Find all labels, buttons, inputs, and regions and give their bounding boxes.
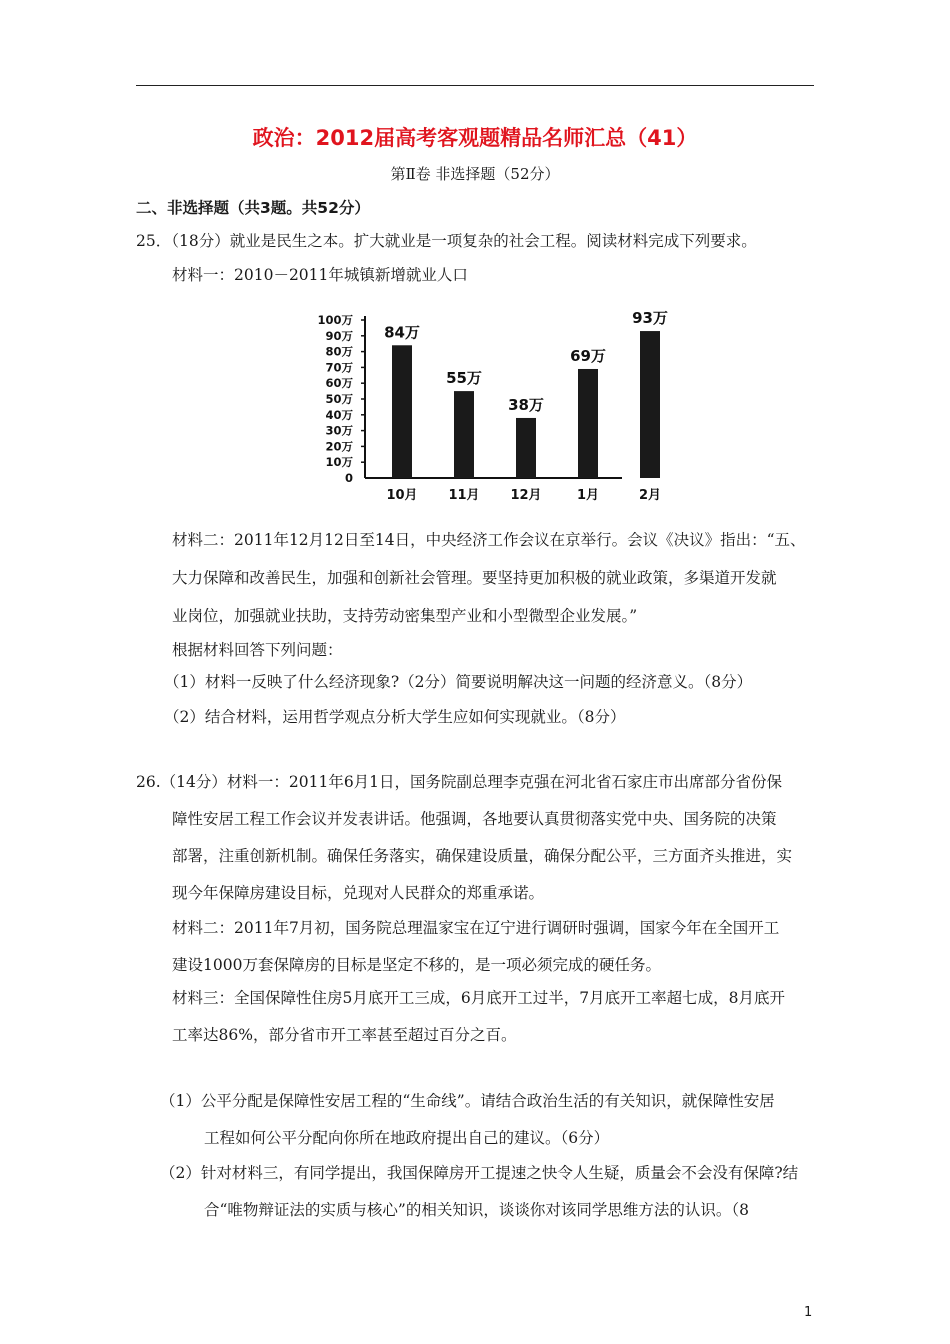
x-tick-label: 12月 xyxy=(510,488,542,503)
q26-material3-line1: 材料三：全国保障性住房5月底开工三成，6月底开工过半，7月底开工率超七成，8月底开 xyxy=(172,989,785,1007)
bar-value-label: 55万 xyxy=(446,369,482,388)
q25-material2-line3: 业岗位，加强就业扶助，支持劳动密集型产业和小型微型企业发展。” xyxy=(172,607,638,625)
x-tick-label: 11月 xyxy=(448,488,480,503)
q25-intro: 25．（18分）就业是民生之本。扩大就业是一项复杂的社会工程。阅读材料完成下列要求。 xyxy=(136,232,757,250)
bar-value-label: 84万 xyxy=(384,323,420,342)
bar-value-label: 38万 xyxy=(508,395,544,414)
document-subtitle: 第Ⅱ卷 非选择题（52分） xyxy=(390,165,560,183)
y-tick-label: 90万 xyxy=(325,328,353,343)
q25-material2-line1: 材料二：2011年12月12日至14日，中央经济工作会议在京举行。会议《决议》指出：“五、 xyxy=(172,531,806,549)
y-tick-label: 80万 xyxy=(325,344,353,359)
header-rule xyxy=(136,85,814,86)
bar xyxy=(392,345,412,478)
page-number: 1 xyxy=(804,1305,813,1320)
q25-material1-label: 材料一：2010－2011年城镇新增就业人口 xyxy=(172,266,468,284)
q26-subquestion-2-line2: 合“唯物辩证法的实质与核心”的相关知识，谈谈你对该同学思维方法的认识。（8 xyxy=(204,1201,749,1219)
q26-material1-line4: 现今年保障房建设目标，兑现对人民群众的郑重承诺。 xyxy=(172,884,545,902)
q26-material1-line3: 部署，注重创新机制。确保任务落实，确保建设质量，确保分配公平，三方面齐头推进，实 xyxy=(172,847,793,865)
document-title: 政治：2012届高考客观题精品名师汇总（41） xyxy=(252,126,698,150)
x-tick-label: 10月 xyxy=(386,488,418,503)
y-tick-label: 30万 xyxy=(325,423,353,438)
q26-subquestion-1-line2: 工程如何公平分配向你所在地政府提出自己的建议。（6分） xyxy=(204,1129,610,1147)
bar xyxy=(578,369,598,478)
q26-material2-line2: 建设1000万套保障房的目标是坚定不移的，是一项必须完成的硬任务。 xyxy=(172,956,661,974)
y-tick-label: 100万 xyxy=(317,313,353,327)
q26-material2-line1: 材料二：2011年7月初，国务院总理温家宝在辽宁进行调研时强调，国家今年在全国开工 xyxy=(172,919,780,937)
y-tick-labels xyxy=(317,313,365,485)
bar xyxy=(640,331,660,478)
y-tick-label: 60万 xyxy=(325,376,353,391)
data-labels xyxy=(384,309,668,414)
y-tick-label: 20万 xyxy=(325,439,353,454)
q26-subquestion-2-line1: （2）针对材料三，有同学提出，我国保障房开工提速之快令人生疑，质量会不会没有保障?结 xyxy=(160,1164,799,1182)
q25-material2-line2: 大力保障和改善民生，加强和创新社会管理。要坚持更加积极的就业政策，多渠道开发就 xyxy=(172,569,777,587)
x-tick-label: 2月 xyxy=(638,488,662,503)
bar xyxy=(516,418,536,478)
y-tick-label: 0 xyxy=(344,471,353,485)
x-tick-label: 1月 xyxy=(576,488,600,503)
q26-subquestion-1-line1: （1）公平分配是保障性安居工程的“生命线”。请结合政治生活的有关知识，就保障性安居 xyxy=(160,1092,775,1110)
section-heading: 二、非选择题（共3题。共52分） xyxy=(136,199,370,217)
employment-bar-chart xyxy=(300,300,668,510)
bar-value-label: 69万 xyxy=(570,346,606,365)
x-tick-labels xyxy=(386,488,661,503)
bar xyxy=(454,391,474,478)
q25-subquestion-1: （1）材料一反映了什么经济现象?（2分）简要说明解决这一问题的经济意义。（8分） xyxy=(164,673,753,691)
q26-material1-line2: 障性安居工程工作会议并发表讲话。他强调，各地要认真贯彻落实党中央、国务院的决策 xyxy=(172,810,777,828)
y-tick-label: 40万 xyxy=(325,407,353,422)
y-tick-label: 70万 xyxy=(325,360,353,375)
q25-prompt: 根据材料回答下列问题： xyxy=(172,641,343,659)
bar-value-label: 93万 xyxy=(632,309,668,328)
q26-material1-line1: 26.（14分）材料一：2011年6月1日，国务院副总理李克强在河北省石家庄市出席部分省份保 xyxy=(136,773,783,791)
y-tick-label: 10万 xyxy=(325,455,353,470)
y-tick-label: 50万 xyxy=(325,392,353,406)
q26-material3-line2: 工率达86%，部分省市开工率甚至超过百分之百。 xyxy=(172,1026,517,1044)
q25-subquestion-2: （2）结合材料，运用哲学观点分析大学生应如何实现就业。（8分） xyxy=(164,708,626,726)
